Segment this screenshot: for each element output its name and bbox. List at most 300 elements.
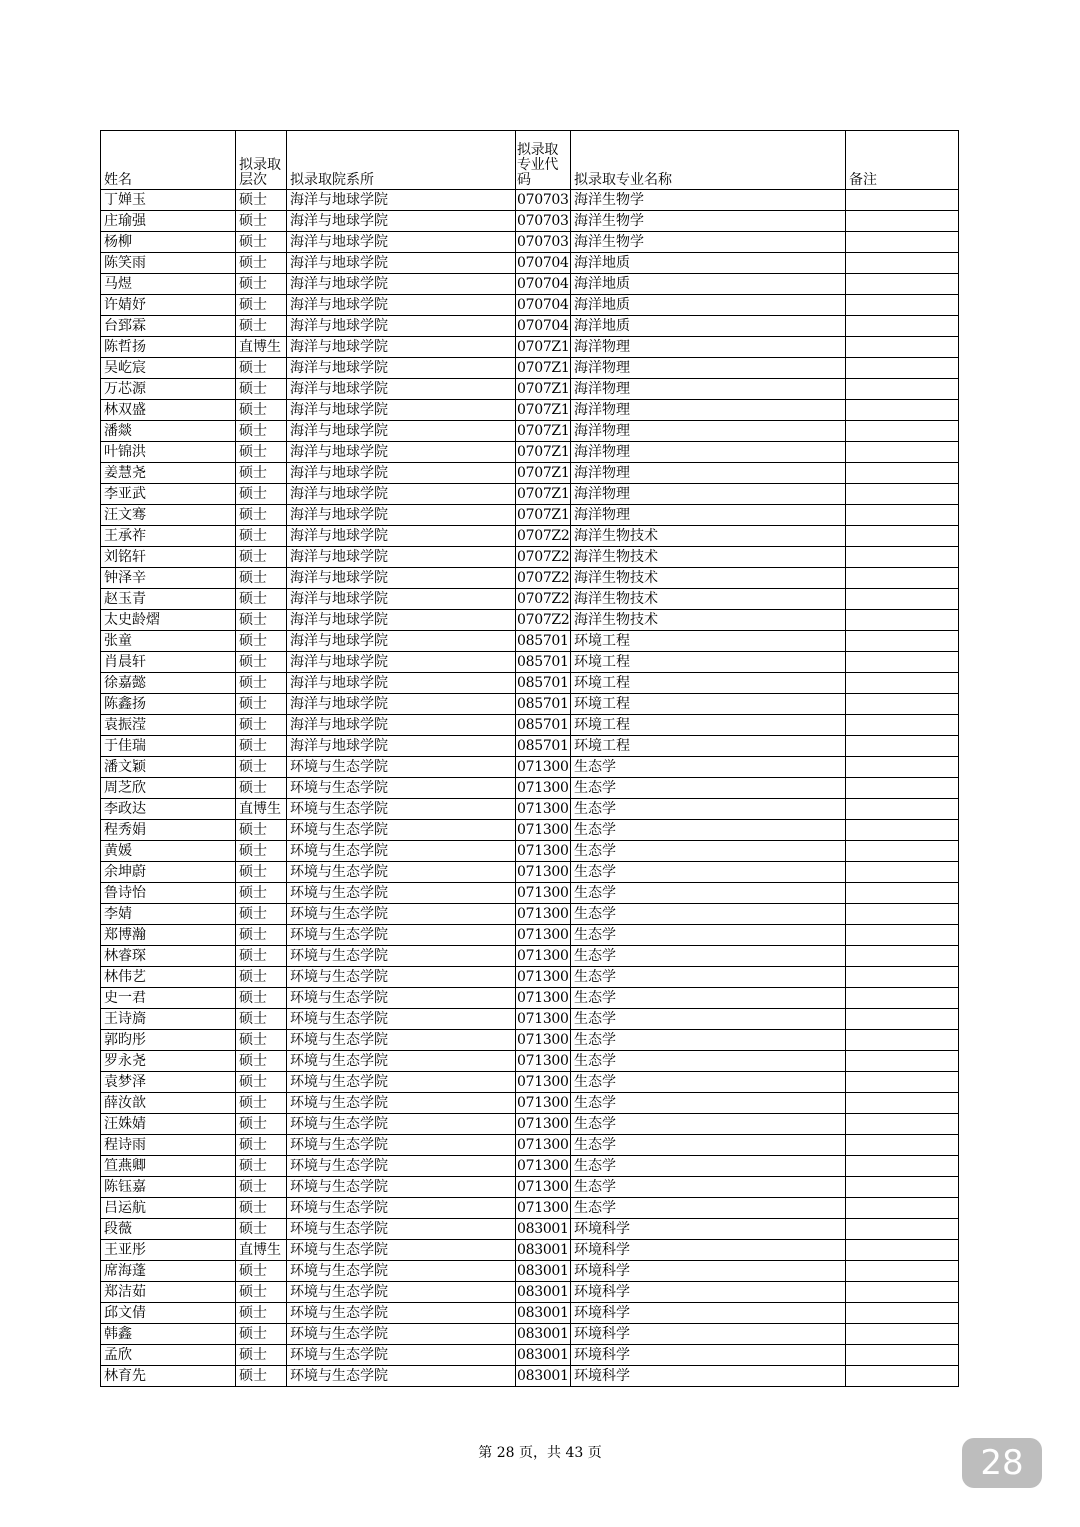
cell-name: 周芝欣 xyxy=(101,778,236,799)
table-row xyxy=(101,799,959,820)
cell-department: 环境与生态学院 xyxy=(287,1324,516,1345)
cell-name: 万芯源 xyxy=(101,379,236,400)
cell-major-name: 生态学 xyxy=(571,1198,846,1219)
cell-major-name: 海洋地质 xyxy=(571,295,846,316)
table-row xyxy=(101,484,959,505)
cell-major-name: 环境科学 xyxy=(571,1240,846,1261)
cell-remarks xyxy=(846,547,959,568)
cell-name: 余坤蔚 xyxy=(101,862,236,883)
table-row xyxy=(101,505,959,526)
table-row xyxy=(101,820,959,841)
cell-name: 钟泽辛 xyxy=(101,568,236,589)
cell-major-code: 0707Z1 xyxy=(516,379,571,400)
cell-remarks xyxy=(846,988,959,1009)
cell-major-name: 生态学 xyxy=(571,988,846,1009)
cell-major-code: 083001 xyxy=(516,1219,571,1240)
cell-department: 海洋与地球学院 xyxy=(287,232,516,253)
cell-name: 林睿琛 xyxy=(101,946,236,967)
cell-name: 笪燕卿 xyxy=(101,1156,236,1177)
cell-remarks xyxy=(846,631,959,652)
cell-major-code: 071300 xyxy=(516,1051,571,1072)
cell-major-code: 070704 xyxy=(516,295,571,316)
cell-name: 薛汝歆 xyxy=(101,1093,236,1114)
cell-name: 程秀娟 xyxy=(101,820,236,841)
table-row xyxy=(101,904,959,925)
table-row xyxy=(101,1282,959,1303)
cell-level: 硕士 xyxy=(236,631,287,652)
cell-major-name: 生态学 xyxy=(571,1114,846,1135)
cell-major-name: 海洋生物技术 xyxy=(571,610,846,631)
cell-remarks xyxy=(846,1261,959,1282)
cell-name: 李婧 xyxy=(101,904,236,925)
table-row xyxy=(101,967,959,988)
cell-level: 硕士 xyxy=(236,442,287,463)
cell-department: 环境与生态学院 xyxy=(287,1261,516,1282)
cell-major-code: 0707Z2 xyxy=(516,589,571,610)
cell-major-code: 083001 xyxy=(516,1282,571,1303)
cell-name: 马煜 xyxy=(101,274,236,295)
cell-department: 海洋与地球学院 xyxy=(287,484,516,505)
cell-name: 汪姝婧 xyxy=(101,1114,236,1135)
cell-name: 潘文颖 xyxy=(101,757,236,778)
cell-name: 李亚武 xyxy=(101,484,236,505)
cell-name: 汪文骞 xyxy=(101,505,236,526)
cell-department: 环境与生态学院 xyxy=(287,1051,516,1072)
cell-major-name: 海洋生物学 xyxy=(571,211,846,232)
cell-remarks xyxy=(846,358,959,379)
cell-major-code: 083001 xyxy=(516,1345,571,1366)
cell-level: 硕士 xyxy=(236,673,287,694)
cell-level: 硕士 xyxy=(236,841,287,862)
cell-department: 海洋与地球学院 xyxy=(287,568,516,589)
cell-name: 吕运航 xyxy=(101,1198,236,1219)
cell-major-name: 生态学 xyxy=(571,904,846,925)
cell-level: 硕士 xyxy=(236,589,287,610)
header-remarks: 备注 xyxy=(846,131,959,190)
cell-remarks xyxy=(846,1072,959,1093)
cell-level: 硕士 xyxy=(236,967,287,988)
cell-remarks xyxy=(846,1345,959,1366)
cell-department: 海洋与地球学院 xyxy=(287,652,516,673)
cell-level: 硕士 xyxy=(236,316,287,337)
cell-department: 环境与生态学院 xyxy=(287,1303,516,1324)
table-row xyxy=(101,1114,959,1135)
cell-major-name: 环境科学 xyxy=(571,1303,846,1324)
cell-name: 太史龄熠 xyxy=(101,610,236,631)
cell-remarks xyxy=(846,190,959,211)
cell-department: 海洋与地球学院 xyxy=(287,421,516,442)
cell-department: 环境与生态学院 xyxy=(287,1198,516,1219)
cell-name: 韩鑫 xyxy=(101,1324,236,1345)
cell-department: 环境与生态学院 xyxy=(287,1009,516,1030)
cell-name: 郑博瀚 xyxy=(101,925,236,946)
cell-name: 林双盛 xyxy=(101,400,236,421)
cell-major-name: 海洋生物学 xyxy=(571,232,846,253)
cell-department: 海洋与地球学院 xyxy=(287,736,516,757)
table-row xyxy=(101,757,959,778)
cell-level: 硕士 xyxy=(236,547,287,568)
cell-name: 于佳瑞 xyxy=(101,736,236,757)
cell-major-name: 生态学 xyxy=(571,1072,846,1093)
cell-name: 郭昀彤 xyxy=(101,1030,236,1051)
cell-department: 海洋与地球学院 xyxy=(287,673,516,694)
table-row xyxy=(101,1261,959,1282)
cell-major-code: 083001 xyxy=(516,1324,571,1345)
cell-name: 王承祚 xyxy=(101,526,236,547)
cell-department: 海洋与地球学院 xyxy=(287,358,516,379)
cell-major-name: 环境工程 xyxy=(571,673,846,694)
table-row xyxy=(101,1366,959,1387)
cell-major-code: 070704 xyxy=(516,253,571,274)
cell-department: 环境与生态学院 xyxy=(287,778,516,799)
cell-major-code: 071300 xyxy=(516,904,571,925)
cell-department: 海洋与地球学院 xyxy=(287,211,516,232)
table-row xyxy=(101,232,959,253)
table-row xyxy=(101,1156,959,1177)
cell-remarks xyxy=(846,715,959,736)
cell-level: 硕士 xyxy=(236,232,287,253)
cell-remarks xyxy=(846,1198,959,1219)
cell-level: 硕士 xyxy=(236,379,287,400)
cell-level: 硕士 xyxy=(236,1282,287,1303)
table-row xyxy=(101,1240,959,1261)
cell-major-code: 0707Z2 xyxy=(516,526,571,547)
cell-remarks xyxy=(846,442,959,463)
cell-level: 硕士 xyxy=(236,946,287,967)
cell-level: 硕士 xyxy=(236,925,287,946)
cell-department: 环境与生态学院 xyxy=(287,1093,516,1114)
cell-major-code: 0707Z1 xyxy=(516,442,571,463)
cell-major-code: 071300 xyxy=(516,883,571,904)
table-row xyxy=(101,568,959,589)
cell-remarks xyxy=(846,1135,959,1156)
cell-major-name: 海洋生物技术 xyxy=(571,526,846,547)
cell-level: 硕士 xyxy=(236,1114,287,1135)
cell-remarks xyxy=(846,337,959,358)
cell-department: 环境与生态学院 xyxy=(287,1135,516,1156)
cell-major-code: 0707Z1 xyxy=(516,400,571,421)
cell-level: 硕士 xyxy=(236,1030,287,1051)
cell-department: 环境与生态学院 xyxy=(287,967,516,988)
cell-major-code: 0707Z1 xyxy=(516,358,571,379)
cell-name: 林育先 xyxy=(101,1366,236,1387)
cell-major-code: 085701 xyxy=(516,652,571,673)
table-row xyxy=(101,547,959,568)
table-row xyxy=(101,1072,959,1093)
table-row xyxy=(101,988,959,1009)
cell-major-code: 071300 xyxy=(516,1114,571,1135)
cell-department: 海洋与地球学院 xyxy=(287,295,516,316)
cell-major-name: 生态学 xyxy=(571,841,846,862)
cell-department: 海洋与地球学院 xyxy=(287,715,516,736)
cell-major-code: 070703 xyxy=(516,211,571,232)
cell-level: 硕士 xyxy=(236,1177,287,1198)
cell-major-code: 085701 xyxy=(516,715,571,736)
cell-remarks xyxy=(846,883,959,904)
cell-level: 硕士 xyxy=(236,1093,287,1114)
cell-major-code: 071300 xyxy=(516,967,571,988)
cell-department: 环境与生态学院 xyxy=(287,1156,516,1177)
cell-major-name: 海洋物理 xyxy=(571,463,846,484)
cell-remarks xyxy=(846,253,959,274)
cell-major-code: 071300 xyxy=(516,757,571,778)
table-row xyxy=(101,1324,959,1345)
cell-remarks xyxy=(846,484,959,505)
cell-major-name: 海洋物理 xyxy=(571,421,846,442)
header-department: 拟录取院系所 xyxy=(287,131,516,190)
cell-remarks xyxy=(846,862,959,883)
table-row xyxy=(101,610,959,631)
table-row xyxy=(101,316,959,337)
cell-major-name: 海洋物理 xyxy=(571,442,846,463)
cell-major-name: 海洋物理 xyxy=(571,379,846,400)
table-row xyxy=(101,883,959,904)
cell-department: 环境与生态学院 xyxy=(287,1282,516,1303)
cell-remarks xyxy=(846,232,959,253)
cell-remarks xyxy=(846,1219,959,1240)
cell-remarks xyxy=(846,1303,959,1324)
table-row xyxy=(101,1345,959,1366)
cell-major-name: 环境工程 xyxy=(571,715,846,736)
cell-major-name: 海洋物理 xyxy=(571,358,846,379)
cell-major-name: 生态学 xyxy=(571,1030,846,1051)
cell-level: 硕士 xyxy=(236,1219,287,1240)
cell-major-code: 071300 xyxy=(516,862,571,883)
cell-remarks xyxy=(846,841,959,862)
cell-name: 史一君 xyxy=(101,988,236,1009)
cell-name: 张童 xyxy=(101,631,236,652)
cell-level: 硕士 xyxy=(236,694,287,715)
cell-major-name: 海洋物理 xyxy=(571,484,846,505)
table-row xyxy=(101,736,959,757)
cell-major-name: 生态学 xyxy=(571,967,846,988)
cell-level: 直博生 xyxy=(236,799,287,820)
cell-level: 硕士 xyxy=(236,295,287,316)
cell-department: 环境与生态学院 xyxy=(287,883,516,904)
cell-department: 海洋与地球学院 xyxy=(287,379,516,400)
table-row xyxy=(101,463,959,484)
cell-name: 叶锦洪 xyxy=(101,442,236,463)
cell-level: 硕士 xyxy=(236,757,287,778)
table-row xyxy=(101,694,959,715)
cell-major-name: 生态学 xyxy=(571,925,846,946)
cell-major-code: 071300 xyxy=(516,1030,571,1051)
cell-major-name: 环境科学 xyxy=(571,1219,846,1240)
cell-major-name: 海洋地质 xyxy=(571,316,846,337)
cell-department: 海洋与地球学院 xyxy=(287,253,516,274)
cell-level: 硕士 xyxy=(236,1303,287,1324)
cell-major-name: 环境工程 xyxy=(571,652,846,673)
cell-level: 硕士 xyxy=(236,778,287,799)
cell-remarks xyxy=(846,379,959,400)
cell-major-name: 生态学 xyxy=(571,946,846,967)
cell-name: 鲁诗怡 xyxy=(101,883,236,904)
cell-major-code: 085701 xyxy=(516,736,571,757)
cell-department: 环境与生态学院 xyxy=(287,1366,516,1387)
table-row xyxy=(101,358,959,379)
cell-remarks xyxy=(846,1324,959,1345)
cell-major-code: 071300 xyxy=(516,1009,571,1030)
cell-major-name: 生态学 xyxy=(571,820,846,841)
cell-department: 海洋与地球学院 xyxy=(287,274,516,295)
cell-major-code: 0707Z2 xyxy=(516,547,571,568)
cell-department: 海洋与地球学院 xyxy=(287,316,516,337)
cell-major-code: 083001 xyxy=(516,1303,571,1324)
cell-remarks xyxy=(846,1282,959,1303)
cell-name: 罗永尧 xyxy=(101,1051,236,1072)
cell-major-name: 海洋物理 xyxy=(571,400,846,421)
cell-remarks xyxy=(846,589,959,610)
cell-major-name: 海洋生物技术 xyxy=(571,547,846,568)
table-row xyxy=(101,841,959,862)
cell-level: 硕士 xyxy=(236,1324,287,1345)
cell-level: 硕士 xyxy=(236,883,287,904)
table-row xyxy=(101,295,959,316)
cell-name: 袁振滢 xyxy=(101,715,236,736)
cell-name: 陈笑雨 xyxy=(101,253,236,274)
cell-name: 刘铭轩 xyxy=(101,547,236,568)
cell-major-name: 海洋地质 xyxy=(571,274,846,295)
cell-major-code: 071300 xyxy=(516,1177,571,1198)
table-row xyxy=(101,211,959,232)
cell-major-name: 环境科学 xyxy=(571,1282,846,1303)
cell-level: 硕士 xyxy=(236,1051,287,1072)
cell-level: 硕士 xyxy=(236,1135,287,1156)
cell-remarks xyxy=(846,1240,959,1261)
table-row xyxy=(101,1135,959,1156)
cell-level: 硕士 xyxy=(236,1345,287,1366)
table-row xyxy=(101,1219,959,1240)
cell-remarks xyxy=(846,1156,959,1177)
cell-level: 直博生 xyxy=(236,337,287,358)
table-row xyxy=(101,400,959,421)
header-major-name: 拟录取专业名称 xyxy=(571,131,846,190)
cell-department: 环境与生态学院 xyxy=(287,904,516,925)
cell-department: 环境与生态学院 xyxy=(287,1240,516,1261)
cell-department: 环境与生态学院 xyxy=(287,862,516,883)
table-row xyxy=(101,421,959,442)
cell-department: 环境与生态学院 xyxy=(287,1072,516,1093)
cell-name: 席海蓬 xyxy=(101,1261,236,1282)
cell-major-code: 070703 xyxy=(516,190,571,211)
cell-major-name: 海洋生物技术 xyxy=(571,589,846,610)
cell-major-name: 生态学 xyxy=(571,1135,846,1156)
cell-level: 硕士 xyxy=(236,610,287,631)
table-row xyxy=(101,778,959,799)
cell-remarks xyxy=(846,673,959,694)
table-row xyxy=(101,1177,959,1198)
table-row xyxy=(101,526,959,547)
table-row xyxy=(101,253,959,274)
cell-department: 海洋与地球学院 xyxy=(287,463,516,484)
cell-remarks xyxy=(846,1366,959,1387)
cell-name: 王诗旖 xyxy=(101,1009,236,1030)
cell-name: 程诗雨 xyxy=(101,1135,236,1156)
cell-name: 潘燚 xyxy=(101,421,236,442)
cell-major-name: 环境科学 xyxy=(571,1324,846,1345)
cell-major-code: 083001 xyxy=(516,1261,571,1282)
cell-major-code: 0707Z2 xyxy=(516,610,571,631)
cell-level: 硕士 xyxy=(236,400,287,421)
cell-level: 硕士 xyxy=(236,715,287,736)
cell-level: 硕士 xyxy=(236,1156,287,1177)
cell-major-name: 环境科学 xyxy=(571,1345,846,1366)
cell-level: 硕士 xyxy=(236,463,287,484)
cell-major-name: 海洋物理 xyxy=(571,337,846,358)
cell-name: 林伟艺 xyxy=(101,967,236,988)
cell-major-name: 海洋物理 xyxy=(571,505,846,526)
cell-remarks xyxy=(846,526,959,547)
cell-major-name: 生态学 xyxy=(571,757,846,778)
cell-name: 段薇 xyxy=(101,1219,236,1240)
cell-level: 硕士 xyxy=(236,211,287,232)
table-row xyxy=(101,652,959,673)
cell-department: 环境与生态学院 xyxy=(287,1219,516,1240)
cell-department: 环境与生态学院 xyxy=(287,757,516,778)
cell-remarks xyxy=(846,925,959,946)
cell-name: 陈鑫扬 xyxy=(101,694,236,715)
cell-remarks xyxy=(846,463,959,484)
cell-level: 硕士 xyxy=(236,358,287,379)
cell-name: 姜慧尧 xyxy=(101,463,236,484)
table-row xyxy=(101,379,959,400)
cell-major-code: 071300 xyxy=(516,1198,571,1219)
cell-name: 邱文倩 xyxy=(101,1303,236,1324)
cell-department: 海洋与地球学院 xyxy=(287,610,516,631)
cell-remarks xyxy=(846,568,959,589)
page-number-badge: 28 xyxy=(962,1438,1042,1488)
cell-department: 海洋与地球学院 xyxy=(287,589,516,610)
cell-department: 海洋与地球学院 xyxy=(287,631,516,652)
cell-major-code: 0707Z1 xyxy=(516,484,571,505)
cell-department: 环境与生态学院 xyxy=(287,820,516,841)
cell-remarks xyxy=(846,505,959,526)
cell-department: 海洋与地球学院 xyxy=(287,526,516,547)
cell-level: 硕士 xyxy=(236,1072,287,1093)
cell-level: 硕士 xyxy=(236,484,287,505)
cell-department: 海洋与地球学院 xyxy=(287,547,516,568)
table-row xyxy=(101,1093,959,1114)
cell-name: 陈哲扬 xyxy=(101,337,236,358)
cell-name: 台郅霖 xyxy=(101,316,236,337)
cell-major-name: 环境科学 xyxy=(571,1366,846,1387)
cell-department: 环境与生态学院 xyxy=(287,988,516,1009)
cell-remarks xyxy=(846,274,959,295)
cell-remarks xyxy=(846,211,959,232)
cell-major-code: 0707Z1 xyxy=(516,505,571,526)
cell-name: 赵玉青 xyxy=(101,589,236,610)
table-row xyxy=(101,925,959,946)
cell-level: 硕士 xyxy=(236,421,287,442)
cell-department: 环境与生态学院 xyxy=(287,1114,516,1135)
cell-name: 黄媛 xyxy=(101,841,236,862)
table-row xyxy=(101,274,959,295)
cell-level: 硕士 xyxy=(236,274,287,295)
cell-department: 环境与生态学院 xyxy=(287,1345,516,1366)
cell-major-name: 生态学 xyxy=(571,862,846,883)
cell-level: 硕士 xyxy=(236,1009,287,1030)
page-footer: 第 28 页，共 43 页 xyxy=(478,1445,602,1461)
cell-major-code: 071300 xyxy=(516,820,571,841)
cell-major-code: 071300 xyxy=(516,799,571,820)
cell-department: 海洋与地球学院 xyxy=(287,442,516,463)
cell-major-code: 071300 xyxy=(516,1135,571,1156)
cell-level: 硕士 xyxy=(236,988,287,1009)
cell-name: 庄瑜强 xyxy=(101,211,236,232)
cell-major-code: 083001 xyxy=(516,1240,571,1261)
cell-remarks xyxy=(846,778,959,799)
table-row xyxy=(101,190,959,211)
